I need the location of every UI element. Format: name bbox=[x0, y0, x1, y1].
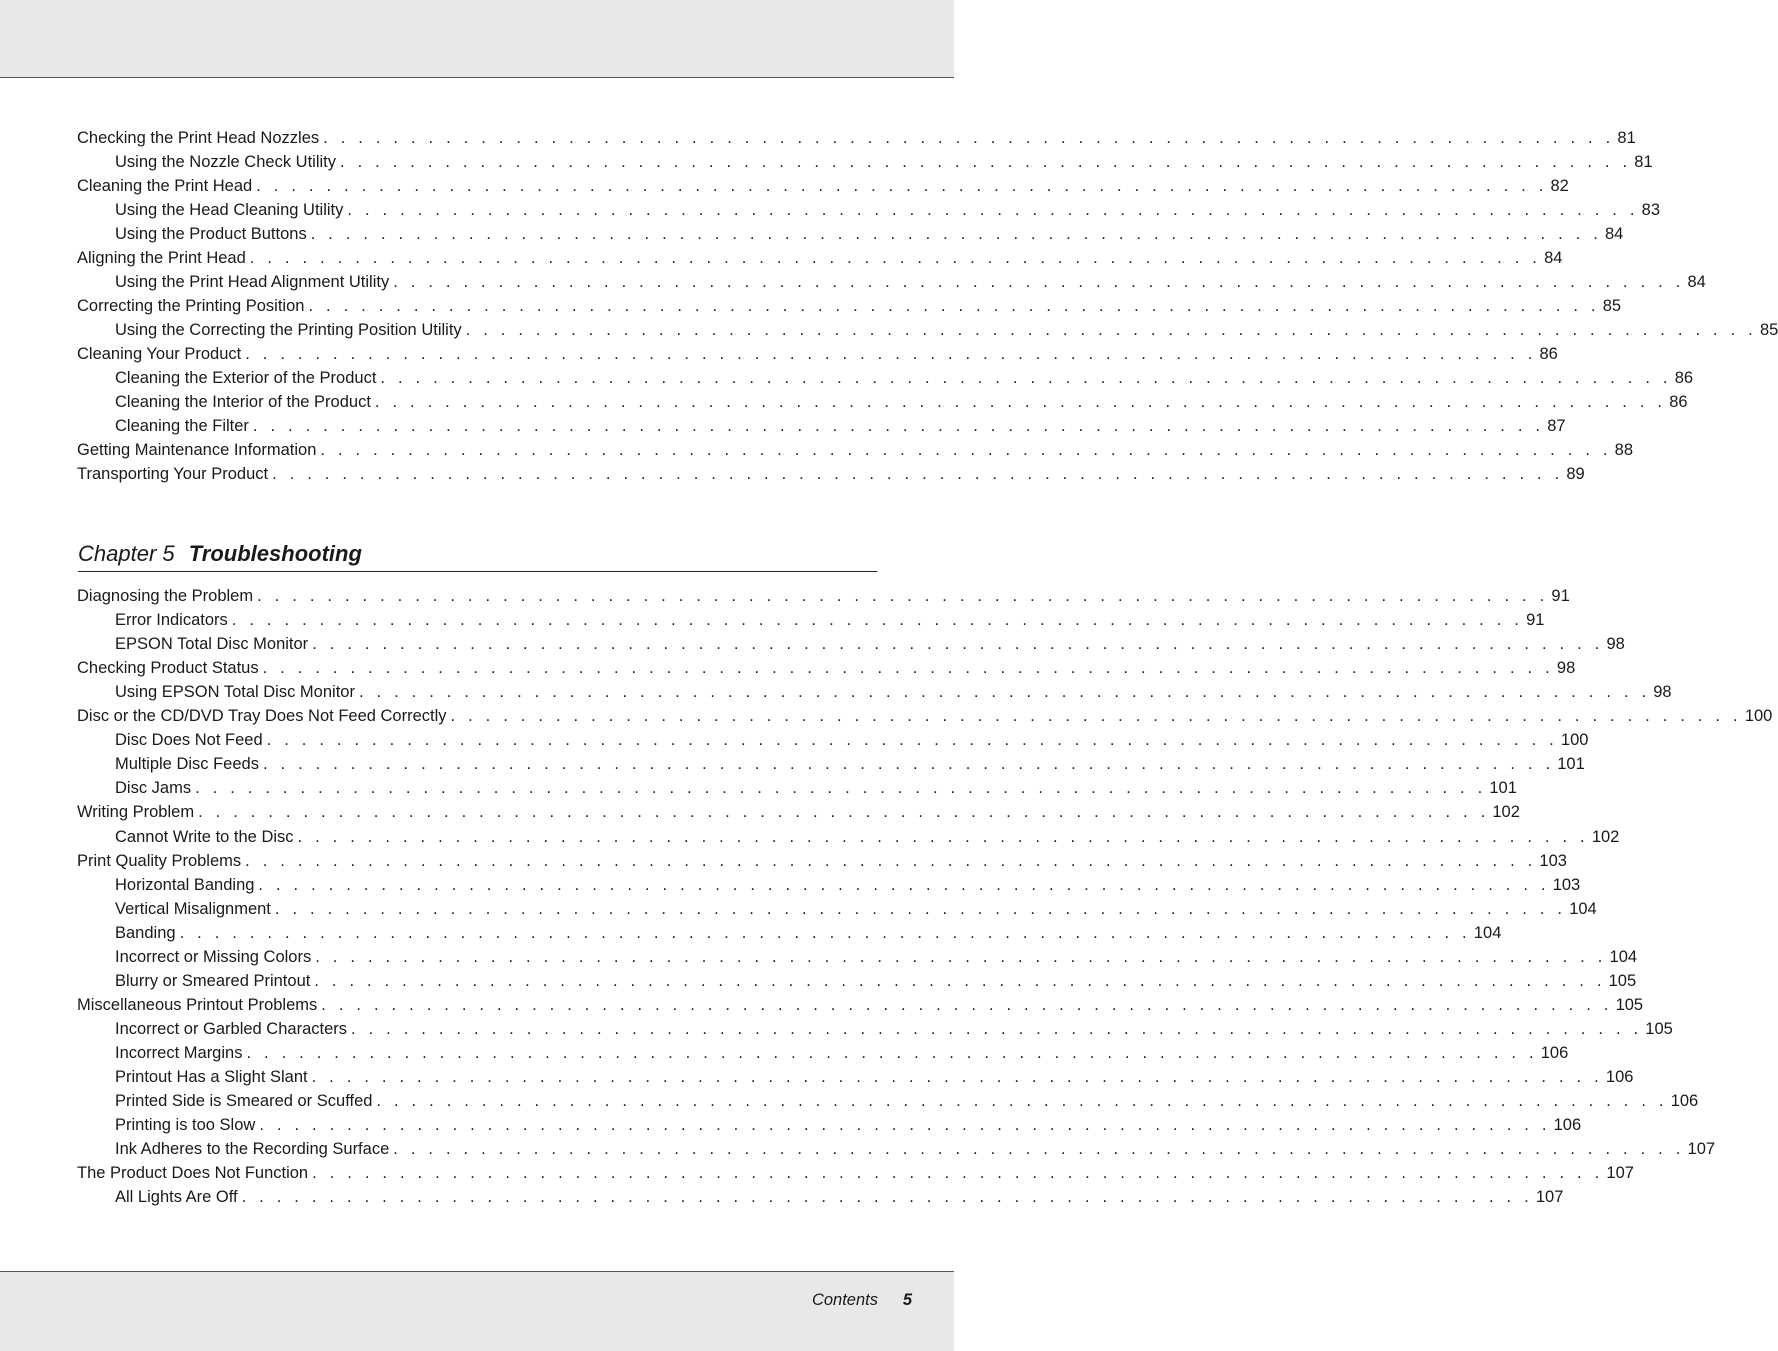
dot-leader: . . . . . . . . . . . . . . . . . . . . . . . . . . . . . . . . . . . . . . . . . . . . . . . . . . . . . . . . . . . . . . . . . . . . . . . . . . bbox=[195, 779, 1487, 798]
chapter-title: Troubleshooting bbox=[188, 541, 362, 566]
toc-entry-title: The Product Does Not Function bbox=[77, 1164, 309, 1183]
dot-leader: . . . . . . . . . . . . . . . . . . . . . . . . . . . . . . . . . . . . . . . . . . . . . . . . . . . . . . . . . . . . . . . . . . . . . . . . . . bbox=[315, 947, 1607, 966]
dot-leader: . . . . . . . . . . . . . . . . . . . . . . . . . . . . . . . . . . . . . . . . . . . . . . . . . . . . . . . . . . . . . . . . . . . . . . . . . . bbox=[274, 899, 1567, 918]
toc-entry-title: Checking Product Status bbox=[77, 659, 259, 678]
toc-entry-title: Aligning the Print Head bbox=[77, 249, 246, 267]
dot-leader: . . . . . . . . . . . . . . . . . . . . . . . . . . . . . . . . . . . . . . . . . . . . . . . . . . . . . . . . . . . . . . . . . . . . . . . . . . bbox=[310, 225, 1602, 243]
dot-leader: . . . . . . . . . . . . . . . . . . . . . . . . . . . . . . . . . . . . . . . . . . . . . . . . . . . . . . . . . . . . . . . . . . . . . . . . . . bbox=[245, 851, 1537, 870]
dot-leader: . . . . . . . . . . . . . . . . . . . . . . . . . . . . . . . . . . . . . . . . . . . . . . . . . . . . . . . . . . . . . . . . . . . . . . . . . . bbox=[257, 587, 1549, 605]
dot-leader: . . . . . . . . . . . . . . . . . . . . . . . . . . . . . . . . . . . . . . . . . . . . . . . . . . . . . . . . . . . . . . . . . . . . . . . . . . bbox=[258, 875, 1550, 894]
toc-entry-page: 102 bbox=[1591, 827, 1620, 846]
toc-entry-page: 88 bbox=[1614, 441, 1634, 459]
toc-entry-title: Cleaning the Exterior of the Product bbox=[115, 369, 377, 387]
dot-leader: . . . . . . . . . . . . . . . . . . . . . . . . . . . . . . . . . . . . . . . . . . . . . . . . . . . . . . . . . . . . . . . . . . . . . . . . . . bbox=[297, 827, 1589, 846]
toc-entry-title: Diagnosing the Problem bbox=[77, 587, 254, 605]
toc-entry[interactable] bbox=[115, 776, 1517, 800]
toc-entry-page: 101 bbox=[1557, 755, 1585, 774]
toc-entry[interactable] bbox=[77, 656, 1576, 680]
footer-page-number: 5 bbox=[902, 1291, 912, 1309]
toc-entry[interactable] bbox=[115, 414, 1566, 438]
toc-entry[interactable] bbox=[115, 318, 1778, 342]
toc-entry-page: 106 bbox=[1605, 1068, 1634, 1086]
toc-entry-title: Print Quality Problems bbox=[77, 851, 242, 870]
toc-entry-page: 104 bbox=[1569, 899, 1597, 918]
dot-leader: . . . . . . . . . . . . . . . . . . . . . . . . . . . . . . . . . . . . . . . . . . . . . . . . . . . . . . . . . . . . . . . . . . . . . . . . . . bbox=[312, 635, 1604, 654]
toc-entry-page: 84 bbox=[1604, 225, 1624, 243]
toc-entry[interactable] bbox=[115, 873, 1581, 897]
toc-entry-page: 105 bbox=[1608, 971, 1637, 990]
toc-entry-page: 103 bbox=[1552, 875, 1581, 894]
toc-entry-page: 107 bbox=[1535, 1188, 1564, 1207]
dot-leader: . . . . . . . . . . . . . . . . . . . . . . . . . . . . . . . . . . . . . . . . . . . . . . . . . . . . . . . . . . . . . . . . . . . . . . . . . . bbox=[262, 755, 1555, 774]
toc-entry-title: Transporting Your Product bbox=[77, 465, 269, 483]
toc-entry-title: Cleaning the Print Head bbox=[77, 177, 253, 195]
toc-entry[interactable] bbox=[115, 1113, 1582, 1137]
toc-entry-title: Using the Correcting the Printing Position Utility bbox=[115, 321, 462, 339]
toc-entry-page: 87 bbox=[1547, 417, 1566, 435]
toc-entry-page: 86 bbox=[1539, 345, 1558, 363]
dot-leader: . . . . . . . . . . . . . . . . . . . . . . . . . . . . . . . . . . . . . . . . . . . . . . . . . . . . . . . . . . . . . . . . . . . . . . . . . . bbox=[245, 345, 1537, 363]
toc-entry-page: 106 bbox=[1670, 1092, 1699, 1111]
toc-entry-page: 105 bbox=[1645, 1019, 1673, 1038]
toc-entry-page: 100 bbox=[1744, 707, 1773, 726]
dot-leader: . . . . . . . . . . . . . . . . . . . . . . . . . . . . . . . . . . . . . . . . . . . . . . . . . . . . . . . . . . . . . . . . . . . . . . . . . . bbox=[323, 129, 1615, 147]
toc-entry-title: Cleaning Your Product bbox=[77, 345, 242, 363]
toc-entry-page: 104 bbox=[1473, 923, 1502, 942]
toc-entry[interactable] bbox=[115, 1137, 1716, 1161]
toc-entry[interactable] bbox=[77, 1161, 1634, 1185]
toc-entry-page: 104 bbox=[1609, 947, 1638, 966]
toc-entry[interactable] bbox=[115, 1185, 1564, 1209]
toc-entry[interactable] bbox=[115, 1017, 1673, 1041]
toc-entry[interactable] bbox=[115, 222, 1624, 246]
toc-entry-page: 83 bbox=[1641, 201, 1661, 219]
toc-entry-title: Horizontal Banding bbox=[115, 875, 255, 894]
toc-entry-title: All Lights Are Off bbox=[115, 1188, 238, 1207]
toc-entry-title: Blurry or Smeared Printout bbox=[115, 971, 311, 990]
toc-entry-page: 107 bbox=[1606, 1164, 1634, 1183]
toc-entry-page: 98 bbox=[1556, 659, 1576, 678]
toc-entry[interactable] bbox=[115, 680, 1672, 704]
dot-leader: . . . . . . . . . . . . . . . . . . . . . . . . . . . . . . . . . . . . . . . . . . . . . . . . . . . . . . . . . . . . . . . . . . . . . . . . . . bbox=[314, 971, 1606, 990]
toc-entry[interactable] bbox=[77, 294, 1622, 318]
toc-entry-title: Disc or the CD/DVD Tray Does Not Feed Correctly bbox=[77, 707, 447, 726]
toc-entry[interactable] bbox=[115, 150, 1653, 174]
toc-entry[interactable] bbox=[77, 174, 1569, 198]
toc-entry[interactable] bbox=[115, 632, 1625, 656]
dot-leader: . . . . . . . . . . . . . . . . . . . . . . . . . . . . . . . . . . . . . . . . . . . . . . . . . . . . . . . . . . . . . . . . . . . . . . . . . . bbox=[259, 1116, 1551, 1135]
toc-entry-title: Getting Maintenance Information bbox=[77, 441, 317, 459]
toc-entry[interactable] bbox=[77, 342, 1558, 366]
toc-entry[interactable] bbox=[115, 969, 1637, 993]
toc-entry-title: Incorrect or Missing Colors bbox=[115, 947, 312, 966]
footer-section-label: Contents bbox=[811, 1291, 878, 1309]
toc-entry[interactable] bbox=[77, 800, 1520, 824]
dot-leader: . . . . . . . . . . . . . . . . . . . . . . . . . . . . . . . . . . . . . . . . . . . . . . . . . . . . . . . . . . . . . . . . . . . . . . . . . . bbox=[231, 611, 1524, 630]
toc-entry-title: Disc Jams bbox=[115, 779, 192, 798]
toc-entry-page: 85 bbox=[1602, 297, 1622, 315]
toc-entry-page: 84 bbox=[1544, 249, 1563, 267]
dot-leader: . . . . . . . . . . . . . . . . . . . . . . . . . . . . . . . . . . . . . . . . . . . . . . . . . . . . . . . . . . . . . . . . . . . . . . . . . . bbox=[249, 249, 1542, 267]
dot-leader: . . . . . . . . . . . . . . . . . . . . . . . . . . . . . . . . . . . . . . . . . . . . . . . . . . . . . . . . . . . . . . . . . . . . . . . . . . bbox=[320, 441, 1612, 459]
toc-entry-title: Cleaning the Filter bbox=[115, 417, 249, 435]
dot-leader: . . . . . . . . . . . . . . . . . . . . . . . . . . . . . . . . . . . . . . . . . . . . . . . . . . . . . . . . . . . . . . . . . . . . . . . . . . bbox=[312, 1164, 1604, 1183]
toc-entry-page: 103 bbox=[1539, 851, 1567, 870]
toc-entry-page: 98 bbox=[1606, 635, 1625, 654]
toc-entry-title: Using the Head Cleaning Utility bbox=[115, 201, 344, 219]
toc-entry-title: Printout Has a Slight Slant bbox=[115, 1068, 308, 1086]
toc-entry-page: 84 bbox=[1687, 273, 1706, 291]
dot-leader: . . . . . . . . . . . . . . . . . . . . . . . . . . . . . . . . . . . . . . . . . . . . . . . . . . . . . . . . . . . . . . . . . . . . . . . . . . bbox=[252, 417, 1545, 435]
toc-entry[interactable] bbox=[115, 1041, 1569, 1065]
toc-entry-page: 101 bbox=[1489, 779, 1517, 798]
toc-entry-page: 107 bbox=[1687, 1140, 1716, 1159]
toc-entry[interactable] bbox=[77, 246, 1563, 270]
toc-entry-title: Error Indicators bbox=[115, 611, 228, 630]
toc-entry-page: 106 bbox=[1540, 1043, 1569, 1062]
dot-leader: . . . . . . . . . . . . . . . . . . . . . . . . . . . . . . . . . . . . . . . . . . . . . . . . . . . . . . . . . . . . . . . . . . . . . . . . . . bbox=[393, 1140, 1685, 1159]
toc-entry[interactable] bbox=[115, 921, 1502, 945]
toc-entry[interactable] bbox=[77, 849, 1567, 873]
toc-entry[interactable] bbox=[115, 1089, 1699, 1113]
toc-entry-title: Incorrect Margins bbox=[115, 1043, 243, 1062]
toc-entry[interactable] bbox=[77, 126, 1636, 150]
toc-entry[interactable] bbox=[115, 366, 1694, 390]
toc-entry[interactable] bbox=[77, 704, 1773, 728]
dot-leader: . . . . . . . . . . . . . . . . . . . . . . . . . . . . . . . . . . . . . . . . . . . . . . . . . . . . . . . . . . . . . . . . . . . . . . . . . . bbox=[347, 201, 1639, 219]
toc-entry-page: 89 bbox=[1566, 465, 1585, 483]
toc-entry-page: 82 bbox=[1550, 177, 1569, 195]
dot-leader: . . . . . . . . . . . . . . . . . . . . . . . . . . . . . . . . . . . . . . . . . . . . . . . . . . . . . . . . . . . . . . . . . . . . . . . . . . bbox=[198, 803, 1490, 822]
dot-leader: . . . . . . . . . . . . . . . . . . . . . . . . . . . . . . . . . . . . . . . . . . . . . . . . . . . . . . . . . . . . . . . . . . . . . . . . . . bbox=[376, 1092, 1668, 1111]
toc-entry-title: Using the Product Buttons bbox=[115, 225, 307, 243]
toc-entry-page: 81 bbox=[1617, 129, 1636, 147]
dot-leader: . . . . . . . . . . . . . . . . . . . . . . . . . . . . . . . . . . . . . . . . . . . . . . . . . . . . . . . . . . . . . . . . . . . . . . . . . . bbox=[465, 321, 1757, 339]
dot-leader: . . . . . . . . . . . . . . . . . . . . . . . . . . . . . . . . . . . . . . . . . . . . . . . . . . . . . . . . . . . . . . . . . . . . . . . . . . bbox=[351, 1019, 1643, 1038]
dot-leader: . . . . . . . . . . . . . . . . . . . . . . . . . . . . . . . . . . . . . . . . . . . . . . . . . . . . . . . . . . . . . . . . . . . . . . . . . . bbox=[266, 731, 1558, 750]
toc-entry[interactable] bbox=[77, 462, 1585, 486]
toc-entry-page: 100 bbox=[1560, 731, 1589, 750]
toc-entry-title: Using EPSON Total Disc Monitor bbox=[115, 683, 355, 702]
dot-leader: . . . . . . . . . . . . . . . . . . . . . . . . . . . . . . . . . . . . . . . . . . . . . . . . . . . . . . . . . . . . . . . . . . . . . . . . . . bbox=[262, 659, 1554, 678]
toc-entry-page: 105 bbox=[1615, 995, 1644, 1014]
chapter-heading bbox=[78, 537, 877, 572]
toc-entry[interactable] bbox=[77, 584, 1570, 608]
dot-leader: . . . . . . . . . . . . . . . . . . . . . . . . . . . . . . . . . . . . . . . . . . . . . . . . . . . . . . . . . . . . . . . . . . . . . . . . . . bbox=[340, 153, 1632, 171]
toc-entry-title: Incorrect or Garbled Characters bbox=[115, 1019, 348, 1038]
toc-entry-title: Vertical Misalignment bbox=[115, 899, 271, 918]
toc-entry-page: 85 bbox=[1759, 321, 1778, 339]
dot-leader: . . . . . . . . . . . . . . . . . . . . . . . . . . . . . . . . . . . . . . . . . . . . . . . . . . . . . . . . . . . . . . . . . . . . . . . . . . bbox=[311, 1068, 1603, 1086]
toc-entry-page: 86 bbox=[1674, 369, 1694, 387]
toc-entry-title: Miscellaneous Printout Problems bbox=[77, 995, 318, 1014]
toc-entry-title: Cleaning the Interior of the Product bbox=[115, 393, 371, 411]
toc-entry[interactable] bbox=[77, 993, 1644, 1017]
dot-leader: . . . . . . . . . . . . . . . . . . . . . . . . . . . . . . . . . . . . . . . . . . . . . . . . . . . . . . . . . . . . . . . . . . . . . . . . . . bbox=[374, 393, 1667, 411]
toc-entry-title: Disc Does Not Feed bbox=[115, 731, 263, 750]
dot-leader: . . . . . . . . . . . . . . . . . . . . . . . . . . . . . . . . . . . . . . . . . . . . . . . . . . . . . . . . . . . . . . . . . . . . . . . . . . bbox=[450, 707, 1742, 726]
chapter-label: Chapter 5 bbox=[78, 541, 175, 566]
toc-entry-page: 102 bbox=[1492, 803, 1520, 822]
toc-entry[interactable] bbox=[115, 752, 1585, 776]
toc-entry[interactable] bbox=[115, 198, 1661, 222]
toc-entry[interactable] bbox=[115, 945, 1638, 969]
toc-entry[interactable] bbox=[115, 728, 1589, 752]
toc-entry-title: Banding bbox=[115, 923, 176, 942]
toc-entry[interactable] bbox=[115, 270, 1706, 294]
toc-entry-title: Writing Problem bbox=[77, 803, 195, 822]
toc-entry-title: Printing is too Slow bbox=[115, 1116, 256, 1135]
toc-entry-page: 86 bbox=[1669, 393, 1688, 411]
toc-entry-page: 81 bbox=[1634, 153, 1653, 171]
toc-entry-page: 91 bbox=[1551, 587, 1570, 605]
toc-entry-title: Using the Print Head Alignment Utility bbox=[115, 273, 390, 291]
dot-leader: . . . . . . . . . . . . . . . . . . . . . . . . . . . . . . . . . . . . . . . . . . . . . . . . . . . . . . . . . . . . . . . . . . . . . . . . . . bbox=[358, 683, 1651, 702]
toc-entry-title: Multiple Disc Feeds bbox=[115, 755, 259, 774]
toc-entry-page: 98 bbox=[1653, 683, 1672, 702]
dot-leader: . . . . . . . . . . . . . . . . . . . . . . . . . . . . . . . . . . . . . . . . . . . . . . . . . . . . . . . . . . . . . . . . . . . . . . . . . . bbox=[321, 995, 1613, 1014]
toc-entry-page: 91 bbox=[1526, 611, 1545, 630]
toc-entry[interactable] bbox=[115, 825, 1620, 849]
dot-leader: . . . . . . . . . . . . . . . . . . . . . . . . . . . . . . . . . . . . . . . . . . . . . . . . . . . . . . . . . . . . . . . . . . . . . . . . . . bbox=[246, 1043, 1538, 1062]
toc-entry[interactable] bbox=[115, 390, 1688, 414]
header-band bbox=[0, 0, 954, 78]
toc-entry-title: Correcting the Printing Position bbox=[77, 297, 305, 315]
toc-entry-title: EPSON Total Disc Monitor bbox=[115, 635, 309, 654]
dot-leader: . . . . . . . . . . . . . . . . . . . . . . . . . . . . . . . . . . . . . . . . . . . . . . . . . . . . . . . . . . . . . . . . . . . . . . . . . . bbox=[241, 1188, 1533, 1207]
toc-entry[interactable] bbox=[115, 897, 1597, 921]
dot-leader: . . . . . . . . . . . . . . . . . . . . . . . . . . . . . . . . . . . . . . . . . . . . . . . . . . . . . . . . . . . . . . . . . . . . . . . . . . bbox=[380, 369, 1672, 387]
toc-entry[interactable] bbox=[77, 438, 1634, 462]
footer-band bbox=[0, 1271, 954, 1351]
dot-leader: . . . . . . . . . . . . . . . . . . . . . . . . . . . . . . . . . . . . . . . . . . . . . . . . . . . . . . . . . . . . . . . . . . . . . . . . . . bbox=[308, 297, 1600, 315]
toc-entry-title: Using the Nozzle Check Utility bbox=[115, 153, 336, 171]
toc-entry-title: Printed Side is Smeared or Scuffed bbox=[115, 1092, 373, 1111]
dot-leader: . . . . . . . . . . . . . . . . . . . . . . . . . . . . . . . . . . . . . . . . . . . . . . . . . . . . . . . . . . . . . . . . . . . . . . . . . . bbox=[272, 465, 1564, 483]
toc-entry-title: Cannot Write to the Disc bbox=[115, 827, 294, 846]
toc-entry-page: 106 bbox=[1553, 1116, 1582, 1135]
toc-entry-title: Checking the Print Head Nozzles bbox=[77, 129, 320, 147]
toc-entry-title: Ink Adheres to the Recording Surface bbox=[115, 1140, 390, 1159]
dot-leader: . . . . . . . . . . . . . . . . . . . . . . . . . . . . . . . . . . . . . . . . . . . . . . . . . . . . . . . . . . . . . . . . . . . . . . . . . . bbox=[393, 273, 1685, 291]
toc-entry[interactable] bbox=[115, 608, 1545, 632]
dot-leader: . . . . . . . . . . . . . . . . . . . . . . . . . . . . . . . . . . . . . . . . . . . . . . . . . . . . . . . . . . . . . . . . . . . . . . . . . . bbox=[256, 177, 1548, 195]
dot-leader: . . . . . . . . . . . . . . . . . . . . . . . . . . . . . . . . . . . . . . . . . . . . . . . . . . . . . . . . . . . . . . . . . . . . . . . . . . bbox=[179, 923, 1471, 942]
toc-entry[interactable] bbox=[115, 1065, 1634, 1089]
